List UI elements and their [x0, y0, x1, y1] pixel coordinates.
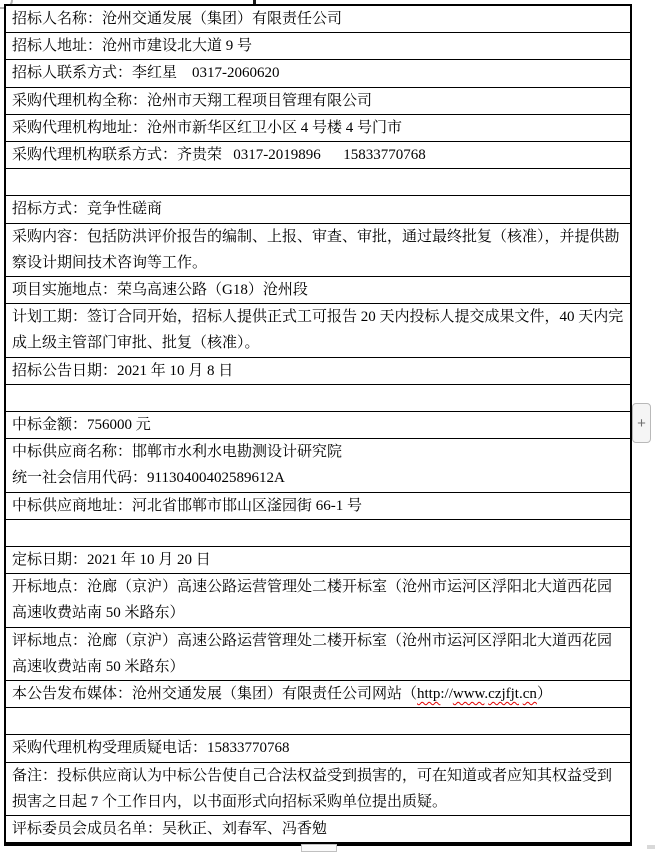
announcement-date-text: 招标公告日期：2021 年 10 月 8 日 [12, 362, 234, 379]
media-suffix: ） [536, 686, 552, 703]
url-dot: . [518, 686, 523, 703]
bidder-contact-text: 招标人联系方式：李红星 0317-2060620 [12, 65, 280, 82]
table-row-announcement-date [6, 358, 630, 385]
announcement-media-text [12, 681, 624, 707]
empty-cell [12, 708, 624, 734]
winning-supplier-address-text: 中标供应商地址：河北省邯郸市邯山区滏园街 66-1 号 [12, 497, 362, 514]
agency-name-text: 采购代理机构全称：沧州市天翔工程项目管理有限公司 [12, 92, 373, 109]
planned-schedule-text: 计划工期：签订合同开始，招标人提供正式工可报告 20 天内投标人提交成果文件，40 天内完成上级主管部门审批、批复（核准）。 [12, 309, 624, 352]
table-row-procurement-content [6, 224, 630, 277]
project-location-text: 项目实施地点：荣乌高速公路（G18）沧州段 [12, 282, 308, 299]
cutoff-bottom-artifact [301, 844, 337, 852]
table-row-winning-supplier-address [6, 493, 630, 520]
complaint-phone-text: 采购代理机构受理质疑电话：15833770768 [12, 740, 290, 757]
table-row-remarks [6, 763, 630, 816]
url-domain: czjfjt [488, 686, 519, 703]
url-tld: cn [522, 686, 537, 703]
table-row-agency-name [6, 88, 630, 115]
bidder-address-text: 招标人地址：沧州市建设北大道 9 号 [12, 38, 253, 55]
remarks-text: 备注：投标供应商认为中标公告使自己合法权益受到损害的，可在知道或者应知其权益受到损害之日起 7 个工作日内，以书面形式向招标采购单位提出质疑。 [12, 767, 613, 810]
url-www: www [452, 686, 485, 703]
table-row-announcement-media [6, 681, 630, 708]
award-amount-text: 中标金额：756000 元 [12, 417, 151, 434]
table-row-tender-method [6, 196, 630, 223]
award-date-text: 定标日期：2021 年 10 月 20 日 [12, 552, 211, 569]
tender-method-text: 招标方式：竞争性磋商 [12, 201, 163, 218]
winning-supplier-name-text: 中标供应商名称：邯郸市水利水电勘测设计研究院 [12, 444, 343, 461]
table-row-empty-2 [6, 385, 630, 412]
table-row-planned-schedule [6, 304, 630, 357]
table-row-bid-evaluation-venue [6, 628, 630, 681]
cutoff-bottom-right-artifact [647, 845, 655, 849]
table-row-award-amount [6, 412, 630, 439]
plus-button[interactable]: + [632, 403, 651, 443]
bid-evaluation-venue-text: 评标地点：沧廊（京沪）高速公路运营管理处二楼开标室（沧州市运河区浮阳北大道西花园高速收费站南 50 米路东） [12, 632, 613, 675]
table-row-award-date [6, 547, 630, 574]
url-scheme: http [417, 686, 441, 703]
empty-cell [12, 169, 624, 195]
table-row-agency-address [6, 115, 630, 142]
bidder-name-text: 招标人名称：沧州交通发展（集团）有限责任公司 [12, 11, 343, 27]
table-row-evaluation-committee [6, 816, 630, 844]
empty-cell [12, 520, 624, 546]
table-row-empty-1 [6, 169, 630, 196]
procurement-content-text: 采购内容：包括防洪评价报告的编制、上报、审查、审批，通过最终批复（核准），并提供勘察设计期间技术咨询等工作。 [12, 228, 620, 271]
media-prefix: 本公告发布媒体：沧州交通发展（集团）有限责任公司网站（ [12, 686, 418, 703]
table-row-empty-3 [6, 520, 630, 547]
table-row-empty-4 [6, 708, 630, 735]
agency-address-text: 采购代理机构地址：沧州市新华区红卫小区 4 号楼 4 号门市 [12, 119, 403, 136]
table-row-bidder-contact [6, 60, 630, 87]
table-row-winning-supplier [6, 439, 630, 492]
credit-code-text: 统一社会信用代码：91130400402589612A [12, 470, 285, 487]
evaluation-committee-text: 评标委员会成员名单：吴秋正、刘春军、冯香勉 [12, 821, 328, 838]
table-row-project-location [6, 277, 630, 304]
url-separator: :// [440, 686, 453, 703]
table-row-bidder-address [6, 33, 630, 60]
table-row-complaint-phone [6, 735, 630, 762]
table-row-bidder-name [6, 6, 630, 33]
table-row-agency-contact [6, 142, 630, 169]
tender-announcement-table [4, 4, 632, 846]
table-row-bid-opening-venue [6, 574, 630, 627]
empty-cell [12, 385, 624, 411]
bid-opening-venue-text: 开标地点：沧廊（京沪）高速公路运营管理处二楼开标室（沧州市运河区浮阳北大道西花园高速收费站南 50 米路东） [12, 579, 613, 622]
url-dot: . [484, 686, 489, 703]
agency-contact-text: 采购代理机构联系方式：齐贵荣 0317-2019896 15833770768 [12, 147, 426, 164]
